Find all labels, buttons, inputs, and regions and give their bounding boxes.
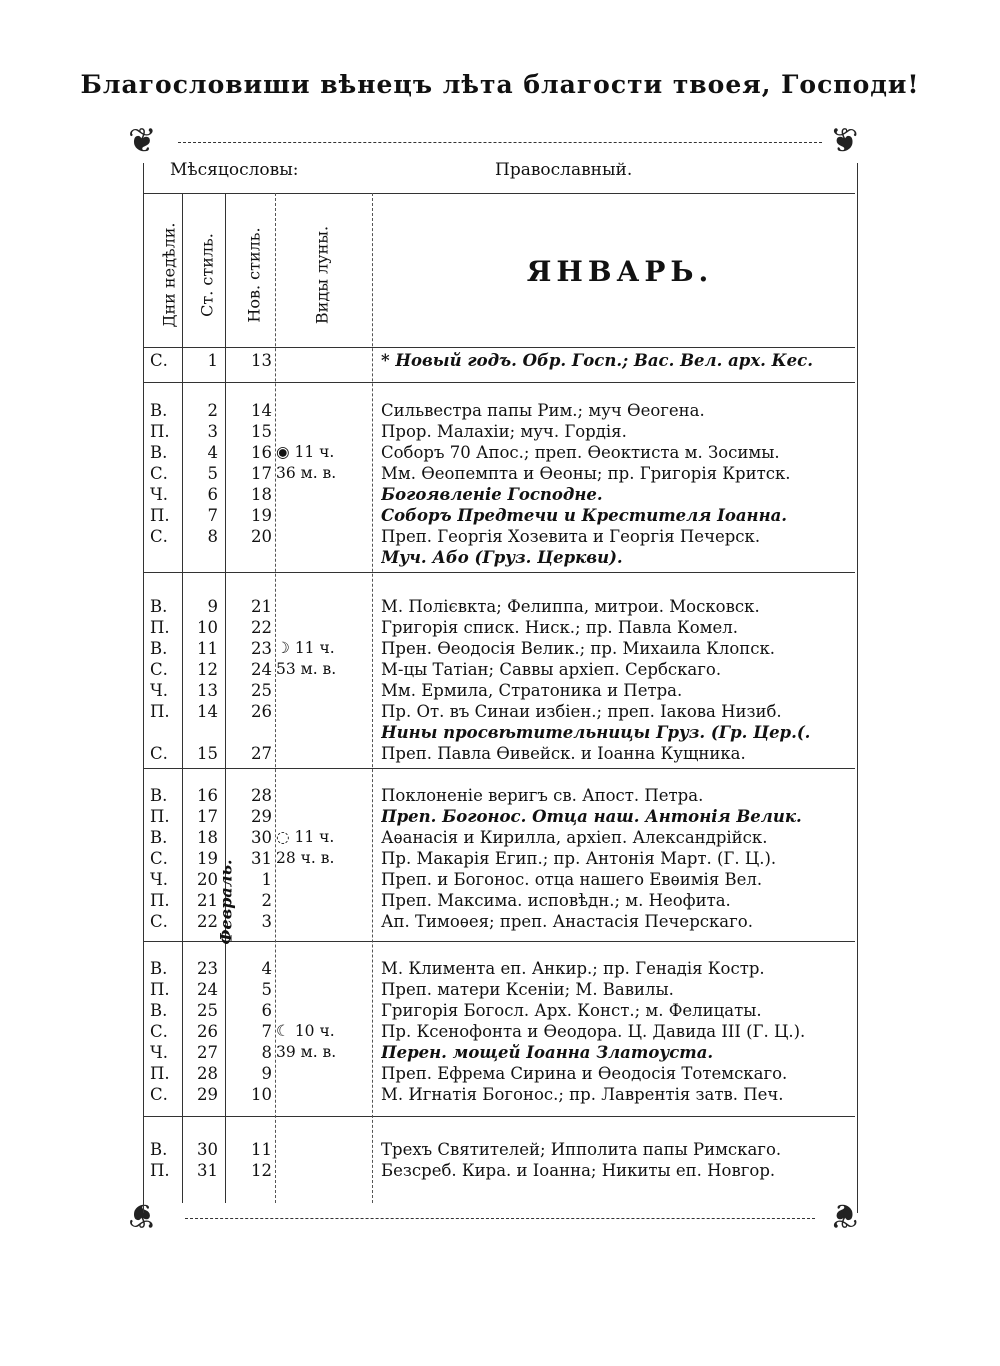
saints-commemoration-cell: Прор. Малахіи; муч. Гордія.	[381, 422, 627, 441]
saints-commemoration-cell: Пр. Ксенофонта и Ѳеодора. Ц. Давида III (Г. Ц.).	[381, 1022, 806, 1041]
day-of-week-cell: В.	[150, 401, 168, 420]
saints-commemoration-cell: Преп. Георгія Хозевита и Георгія Печерск.	[381, 527, 761, 546]
scroll-ornament-icon: ❦	[128, 1195, 157, 1235]
table-row	[0, 1084, 1000, 1105]
saints-commemoration-cell: Аѳанасія и Кирилла, архіеп. Александрійск.	[381, 828, 768, 847]
new-style-date-cell: 3	[261, 912, 272, 931]
scroll-ornament-icon: ❦	[830, 1195, 859, 1235]
old-style-date-cell: 15	[197, 744, 218, 763]
old-style-date-cell: 3	[207, 422, 218, 441]
scroll-ornament-icon: ❦	[830, 121, 859, 161]
old-style-date-cell: 29	[197, 1085, 218, 1104]
old-style-date-cell: 26	[197, 1022, 218, 1041]
orthodox-label: Православный.	[495, 160, 633, 180]
day-of-week-cell: С.	[150, 527, 168, 546]
day-of-week-cell: В.	[150, 959, 168, 978]
saints-commemoration-cell: Нины просвѣтительницы Груз. (Гр. Цер.(.	[381, 723, 811, 742]
table-row	[0, 743, 1000, 764]
old-style-date-cell: 16	[197, 786, 218, 805]
scroll-ornament-icon: ❦	[128, 121, 157, 161]
old-style-date-cell: 24	[197, 980, 218, 999]
old-style-date-cell: 23	[197, 959, 218, 978]
new-style-date-cell: 27	[251, 744, 272, 763]
saints-commemoration-cell: Григорія Богосл. Арх. Конст.; м. Фелицаты.	[381, 1001, 762, 1020]
table-row	[0, 421, 1000, 442]
old-style-date-cell: 18	[197, 828, 218, 847]
table-row	[0, 1042, 1000, 1063]
saints-commemoration-cell: Соборъ 70 Апос.; преп. Ѳеоктиста м. Зосимы.	[381, 443, 780, 462]
table-row	[0, 505, 1000, 526]
moon-phase-cell: 36 м. в.	[276, 464, 337, 482]
table-row	[0, 848, 1000, 869]
table-row	[0, 547, 1000, 568]
new-style-date-cell: 10	[251, 1085, 272, 1104]
day-of-week-cell: П.	[150, 422, 170, 441]
table-rule	[143, 382, 855, 383]
new-style-date-cell: 24	[251, 660, 272, 679]
day-of-week-cell: Ч.	[150, 870, 168, 889]
day-of-week-cell: С.	[150, 464, 168, 483]
table-rule	[143, 572, 855, 573]
old-style-date-cell: 19	[197, 849, 218, 868]
saints-commemoration-cell: Преп. Ефрема Сирина и Ѳеодосія Тотемскаго.	[381, 1064, 788, 1083]
old-style-date-cell: 30	[197, 1140, 218, 1159]
table-row	[0, 659, 1000, 680]
new-style-date-cell: 20	[251, 527, 272, 546]
old-style-date-cell: 6	[207, 485, 218, 504]
old-style-date-cell: 17	[197, 807, 218, 826]
table-row	[0, 484, 1000, 505]
saints-commemoration-cell: Соборъ Предтечи и Крестителя Іоанна.	[381, 506, 788, 525]
page-motto: Благословиши вѣнецъ лѣта благости твоея, Господи!	[80, 70, 920, 99]
saints-commemoration-cell: Ап. Тимоѳея; преп. Анастасія Печерскаго.	[381, 912, 753, 931]
day-of-week-cell: П.	[150, 807, 170, 826]
saints-commemoration-cell: Трехъ Святителей; Ипполита папы Римскаго.	[381, 1140, 782, 1159]
new-style-date-cell: 9	[261, 1064, 272, 1083]
old-style-date-cell: 27	[197, 1043, 218, 1062]
old-style-date-cell: 28	[197, 1064, 218, 1083]
table-row	[0, 911, 1000, 932]
saints-commemoration-cell: Безсреб. Кира. и Іоанна; Никиты еп. Новгор.	[381, 1161, 776, 1180]
new-style-date-cell: 6	[261, 1001, 272, 1020]
new-style-date-cell: 14	[251, 401, 272, 420]
new-style-date-cell: 5	[261, 980, 272, 999]
new-style-date-cell: 28	[251, 786, 272, 805]
new-style-date-cell: 7	[261, 1022, 272, 1041]
day-of-week-cell: В.	[150, 786, 168, 805]
saints-commemoration-cell: Преп. матери Ксеніи; М. Вавилы.	[381, 980, 674, 999]
new-style-date-cell: 1	[261, 870, 272, 889]
saints-commemoration-cell: Богоявленіе Господне.	[381, 485, 603, 504]
day-of-week-cell: С.	[150, 351, 168, 370]
day-of-week-cell: П.	[150, 1161, 170, 1180]
saints-commemoration-cell: Григорія списк. Ниск.; пр. Павла Комел.	[381, 618, 738, 637]
table-row	[0, 1000, 1000, 1021]
table-row	[0, 1160, 1000, 1181]
moon-phase-cell: 28 ч. в.	[276, 849, 335, 867]
day-of-week-cell: В.	[150, 1140, 168, 1159]
old-style-date-cell: 25	[197, 1001, 218, 1020]
new-style-date-cell: 11	[251, 1140, 272, 1159]
day-of-week-cell: Ч.	[150, 681, 168, 700]
table-row	[0, 958, 1000, 979]
day-of-week-cell: С.	[150, 744, 168, 763]
saints-commemoration-cell: Сильвестра папы Рим.; муч Ѳеогена.	[381, 401, 705, 420]
table-row	[0, 617, 1000, 638]
old-style-date-cell: 31	[197, 1161, 218, 1180]
table-row	[0, 350, 1000, 371]
table-rule	[143, 1116, 855, 1117]
saints-commemoration-cell: М. Игнатія Богонос.; пр. Лаврентія затв. Печ.	[381, 1085, 784, 1104]
moon-phase-cell: 53 м. в.	[276, 660, 337, 678]
day-of-week-cell: Ч.	[150, 485, 168, 504]
new-style-date-cell: 29	[251, 807, 272, 826]
table-row	[0, 722, 1000, 743]
new-style-date-cell: 8	[261, 1043, 272, 1062]
old-style-date-cell: 12	[197, 660, 218, 679]
day-of-week-cell: С.	[150, 1022, 168, 1041]
moon-phase-cell: ◌ 11 ч.	[276, 828, 335, 846]
old-style-date-cell: 9	[207, 597, 218, 616]
table-row	[0, 680, 1000, 701]
table-row	[0, 1063, 1000, 1084]
table-row	[0, 785, 1000, 806]
new-style-date-cell: 18	[251, 485, 272, 504]
new-style-date-cell: 12	[251, 1161, 272, 1180]
old-style-date-cell: 22	[197, 912, 218, 931]
saints-commemoration-cell: М. Климента еп. Анкир.; пр. Генадія Костр.	[381, 959, 765, 978]
table-row	[0, 869, 1000, 890]
moon-phase-cell: ☽ 11 ч.	[276, 639, 335, 657]
table-row	[0, 827, 1000, 848]
moon-phase-cell: ☾ 10 ч.	[276, 1022, 335, 1040]
new-style-date-cell: 13	[251, 351, 272, 370]
day-of-week-cell: В.	[150, 1001, 168, 1020]
table-rule	[143, 941, 855, 942]
new-style-date-cell: 31	[251, 849, 272, 868]
top-dashed-rule	[178, 142, 822, 143]
month-title: ЯНВАРЬ.	[526, 255, 714, 288]
saints-commemoration-cell: Пр. От. въ Синаи избіен.; преп. Іакова Низиб.	[381, 702, 782, 721]
table-row	[0, 1139, 1000, 1160]
table-rule	[143, 347, 855, 348]
old-style-date-cell: 20	[197, 870, 218, 889]
saints-commemoration-cell: Перен. мощей Іоанна Златоуста.	[381, 1043, 714, 1062]
saints-commemoration-cell: Преп. и Богонос. отца нашего Евѳимія Вел.	[381, 870, 763, 889]
saints-commemoration-cell: Мм. Ермила, Стратоника и Петра.	[381, 681, 683, 700]
day-of-week-cell: С.	[150, 912, 168, 931]
day-of-week-cell: С.	[150, 660, 168, 679]
day-of-week-cell: С.	[150, 1085, 168, 1104]
table-row	[0, 638, 1000, 659]
day-of-week-cell: П.	[150, 618, 170, 637]
day-of-week-cell: П.	[150, 891, 170, 910]
day-of-week-cell: В.	[150, 639, 168, 658]
old-style-date-cell: 1	[207, 351, 218, 370]
old-style-date-cell: 11	[197, 639, 218, 658]
saints-commemoration-cell: М-цы Татіан; Саввы архіеп. Сербскаго.	[381, 660, 722, 679]
new-style-date-cell: 4	[261, 959, 272, 978]
header-rule	[143, 193, 855, 194]
new-style-date-cell: 17	[251, 464, 272, 483]
new-style-date-cell: 23	[251, 639, 272, 658]
day-of-week-cell: В.	[150, 443, 168, 462]
saints-commemoration-cell: Преп. Богонос. Отца наш. Антонія Велик.	[381, 807, 802, 826]
old-style-date-cell: 2	[207, 401, 218, 420]
table-row	[0, 979, 1000, 1000]
saints-commemoration-cell: Прен. Ѳеодосія Велик.; пр. Михаила Клопск.	[381, 639, 776, 658]
new-style-date-cell: 15	[251, 422, 272, 441]
day-of-week-cell: П.	[150, 980, 170, 999]
new-style-date-cell: 25	[251, 681, 272, 700]
table-row	[0, 1021, 1000, 1042]
old-style-date-cell: 5	[207, 464, 218, 483]
day-of-week-cell: В.	[150, 597, 168, 616]
table-rule	[143, 768, 855, 769]
table-row	[0, 890, 1000, 911]
saints-commemoration-cell: Преп. Максима. исповѣдн.; м. Неофита.	[381, 891, 731, 910]
saints-commemoration-cell: Преп. Павла Ѳивейск. и Іоанна Кущника.	[381, 744, 746, 763]
new-style-date-cell: 26	[251, 702, 272, 721]
day-of-week-cell: П.	[150, 506, 170, 525]
day-of-week-cell: П.	[150, 702, 170, 721]
old-style-date-cell: 4	[207, 443, 218, 462]
table-row	[0, 400, 1000, 421]
saints-commemoration-cell: М. Полієвкта; Фелиппа, митрои. Московск.	[381, 597, 760, 616]
old-style-date-cell: 10	[197, 618, 218, 637]
table-row	[0, 596, 1000, 617]
saints-commemoration-cell: Пр. Макарія Егип.; пр. Антонія Март. (Г. Ц.).	[381, 849, 777, 868]
old-style-date-cell: 21	[197, 891, 218, 910]
new-style-date-cell: 16	[251, 443, 272, 462]
february-label: Февраль.	[216, 859, 236, 945]
saints-commemoration-cell: * Новый годъ. Обр. Госп.; Вас. Вел. арх. Кес.	[381, 351, 813, 370]
column-header-moon: Виды луны.	[312, 225, 332, 325]
day-of-week-cell: П.	[150, 1064, 170, 1083]
column-header-new-style: Нов. стиль.	[244, 227, 264, 323]
day-of-week-cell: В.	[150, 828, 168, 847]
new-style-date-cell: 19	[251, 506, 272, 525]
old-style-date-cell: 8	[207, 527, 218, 546]
table-row	[0, 806, 1000, 827]
column-header-dow: Дни недѣли.	[159, 222, 179, 328]
moon-phase-cell: ◉ 11 ч.	[276, 443, 335, 461]
calendar-type-label: Мѣсяцословы:	[170, 160, 299, 180]
moon-phase-cell: 39 м. в.	[276, 1043, 337, 1061]
column-header-old-style: Ст. стиль.	[197, 233, 217, 317]
old-style-date-cell: 13	[197, 681, 218, 700]
table-row	[0, 701, 1000, 722]
new-style-date-cell: 21	[251, 597, 272, 616]
saints-commemoration-cell: Мм. Ѳеопемпта и Ѳеоны; пр. Григорія Критск.	[381, 464, 791, 483]
table-row	[0, 463, 1000, 484]
new-style-date-cell: 22	[251, 618, 272, 637]
new-style-date-cell: 2	[261, 891, 272, 910]
bottom-dashed-rule	[185, 1218, 815, 1219]
new-style-date-cell: 30	[251, 828, 272, 847]
day-of-week-cell: Ч.	[150, 1043, 168, 1062]
old-style-date-cell: 7	[207, 506, 218, 525]
table-row	[0, 442, 1000, 463]
day-of-week-cell: С.	[150, 849, 168, 868]
table-row	[0, 526, 1000, 547]
saints-commemoration-cell: Муч. Або (Груз. Церкви).	[381, 548, 623, 567]
saints-commemoration-cell: Поклоненіе веригъ св. Апост. Петра.	[381, 786, 704, 805]
old-style-date-cell: 14	[197, 702, 218, 721]
